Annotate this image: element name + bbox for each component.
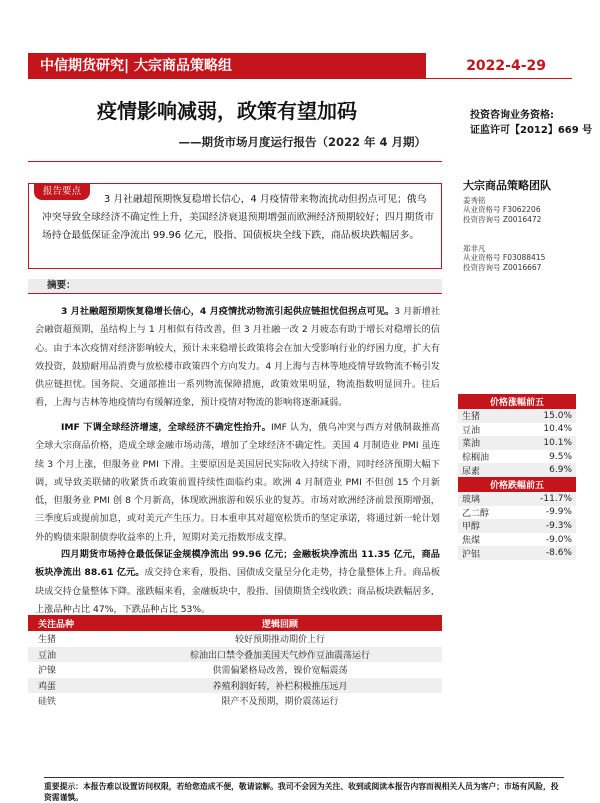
table-cell: 棕油出口禁令叠加美国天气炒作豆油震荡运行 (118, 647, 442, 663)
price-change: 10.1% (516, 436, 576, 450)
commodity-name: 甲醇 (458, 519, 513, 533)
table-row (28, 662, 442, 678)
table-cell: 生猪 (38, 635, 57, 646)
table-row (458, 492, 576, 506)
price-change: 10.4% (543, 424, 572, 435)
table-header: 价格跌幅前五 (458, 477, 576, 492)
analyst-name: 姜秀铭 (463, 196, 486, 205)
table-cell: 供需偏紧格局改善，镍价宽幅震荡 (212, 666, 348, 677)
table-header: 关注品种 (28, 615, 118, 631)
table-cell: 硅铁 (38, 697, 57, 708)
team-title: 大宗商品策略团队 (463, 179, 551, 192)
analyst-card (463, 196, 541, 224)
logic-table (28, 615, 442, 709)
price-change: 6.9% (516, 463, 576, 477)
table-row (458, 519, 576, 533)
commodity-name: 焦煤 (462, 536, 481, 547)
paragraph-lead: IMF 下调全球经济增速，全球经济不确定性抬升。 (61, 422, 271, 433)
footer-rule (44, 777, 564, 778)
table-row (458, 506, 576, 520)
commodity-name: 棕榈油 (462, 453, 490, 464)
abstract-paragraph (35, 419, 440, 547)
qualification-line: 投资咨询业务资格: (470, 110, 554, 121)
price-change: -9.9% (545, 507, 572, 518)
abstract-label: 摘要： (47, 280, 76, 291)
commodity-name: 玻璃 (458, 492, 513, 506)
losers-table (458, 477, 576, 560)
analyst-consult: 投资咨询号 Z0016667 (463, 262, 542, 272)
paragraph-body: 3 月新增社会融资超预期，虽结构上与 1 月相似有待改善，但 3 月社融一改 2 月疲态有助于增长对稳增长的信心。由于本次疫情对经济影响较大，预计未来稳增长政策将会在加大受影响行业的纾困力度，扩大有效投资，鼓励耐用品消费与放松楼市政策四个方向发力。4 月上海与吉林等地疫情导致物流不畅引发供应链担忧。国务院、交通部推出一系列物流保障措施，政策效果明显，物流指数明显回升。往后看，上海与吉林等地疫情均有缓解迹象，预计疫情对物流的影响将逐渐减弱。 (35, 306, 441, 409)
report-date: 2022-4-29 (466, 58, 546, 74)
price-change: -9.3% (513, 519, 576, 533)
abstract-bar (28, 279, 442, 294)
table-cell: 鸡蛋 (28, 678, 118, 694)
commodity-name: 生猪 (458, 409, 516, 423)
table-row (458, 423, 576, 437)
price-change: -9.0% (545, 534, 572, 545)
table-row (458, 450, 576, 464)
analyst-cert: 从业资格号 F3062206 (463, 205, 541, 215)
table-row (28, 678, 442, 694)
table-cell: 沪镍 (38, 666, 57, 677)
table-row (458, 436, 576, 450)
qualification-block (470, 108, 592, 138)
analyst-cert: 从业资格号 F03088415 (463, 253, 546, 263)
key-points-text: 3 月社融超预期恢复稳增长信心，4 月疫情带来物流扰动但拐点可见；俄乌冲突导致全球经济不确定性上升，美国经济衰退预期增强而欧洲经济预期较好；四月期货市场持仓最低保证金净流出 99.96 亿元，股指、国债板块全线下跌，商品板块跌幅居多。 (42, 194, 434, 241)
gainers-table (458, 394, 576, 477)
price-change: -11.7% (513, 492, 576, 506)
analyst-name: 郑非凡 (463, 244, 486, 253)
license-number: 证监许可【2012】669 号 (470, 125, 593, 136)
commodity-name: 尿素 (458, 463, 516, 477)
table-header: 逻辑回顾 (118, 615, 442, 631)
commodity-name: 沪铝 (458, 546, 513, 560)
table-cell: 豆油 (28, 647, 118, 663)
table-row (458, 463, 576, 477)
table-cell: 养殖利润好转，补栏积极推压远月 (118, 678, 442, 694)
price-change: 9.5% (549, 451, 572, 462)
abstract-paragraph (35, 546, 440, 619)
paragraph-body: 成交持仓来看，股指、国债成交量呈分化走势，持仓量整体上升。商品板块成交持仓量整体下降。涨跌幅来看，金融板块中，股指、国债期货全线收跌；商品板块跌幅居多，上涨品种占比 47%，下跌品种占比 53%。 (35, 567, 440, 615)
paragraph-lead: 四月期货市场持仓最低保证金规模净流出 99.96 亿元；金融板块净流出 11.35 亿元，商品板块净流出 88.61 亿元。 (35, 549, 440, 579)
commodity-name: 菜油 (458, 436, 516, 450)
paragraph-lead: 3 月社融超预期恢复稳增长信心，4 月疫情扰动物流引起供应链担忧但拐点可见。 (61, 306, 395, 317)
commodity-name: 乙二醇 (462, 508, 490, 519)
table-cell: 限产不及预期，期价震荡运行 (221, 697, 339, 708)
table-row (28, 693, 442, 709)
brand-banner: 中信期货研究| 大宗商品策略组 (28, 53, 426, 79)
paragraph-body: IMF 认为，俄乌冲突与西方对俄制裁推高全球大宗商品价格，造成全球金融市场动荡，增加了全球经济不确定性。美国 4 月制造业 PMI 虽连续 3 个月上涨，但服务业 PMI 下滑。主要原因是美国居民实际收入持续下滑，同时经济预期大幅下调，或导致美联储的收紧货币政策前置持续性面临约束。欧洲 4 月制造业 PMI 不但创 15 个月新低，但服务业 PMI 创 8 个月新高，体现欧洲旅游和娱乐业的复苏。市场对欧洲经济前景预期增强，三季度后或提前加息，或对美元产生压力。日本重申其对超宽松货币的坚定承诺，将通过新一轮计划外的购债来限制债券收益率的上升，短期对美元指数形成支撑。 (35, 422, 440, 543)
key-points-tag: 报告要点 (34, 183, 90, 200)
price-change: 15.0% (516, 409, 576, 423)
table-row (458, 409, 576, 423)
table-row (458, 533, 576, 547)
table-row (458, 546, 576, 560)
report-subtitle: ——期货市场月度运行报告（2022 年 4 月期） (178, 135, 426, 149)
table-header: 价格涨幅前五 (458, 394, 576, 409)
analyst-consult: 投资咨询号 Z0016472 (463, 214, 542, 224)
table-row (28, 631, 442, 647)
commodity-name: 豆油 (462, 425, 481, 436)
report-title: 疫情影响减弱，政策有望加码 (97, 99, 357, 123)
table-row (28, 647, 442, 663)
price-change: -8.6% (513, 546, 576, 560)
divider (28, 161, 442, 162)
table-cell: 较好预期推动期价上行 (234, 635, 325, 646)
abstract-paragraph (35, 303, 440, 413)
footer-notice: 重要提示：本报告难以设置访问权限，若给您造成不便，敬请谅解。我司不会因为关注、收到或阅读本报告内容而视相关人员为客户；市场有风险，投资需谨慎。 (44, 782, 559, 802)
analyst-card (463, 244, 545, 272)
